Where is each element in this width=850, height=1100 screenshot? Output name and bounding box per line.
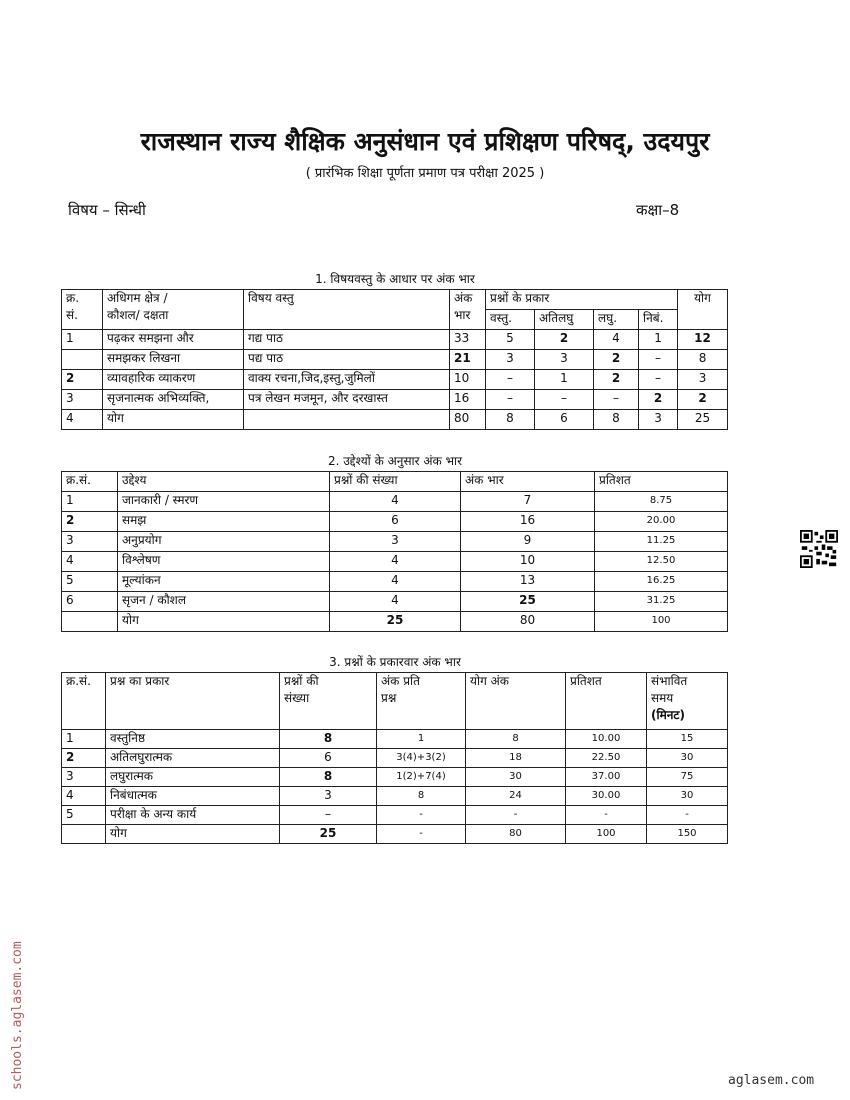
table-row xyxy=(62,730,728,749)
cell: 30 xyxy=(466,768,566,787)
table-row xyxy=(62,612,728,632)
cell: सृजनात्मक अभिव्यक्ति, xyxy=(103,390,244,410)
header-cell: अंक प्रति प्रश्न xyxy=(377,673,466,730)
cell: पद्य पाठ xyxy=(244,350,450,370)
header-cell: प्रतिशत xyxy=(595,472,728,492)
table-row xyxy=(62,806,728,825)
cell: 8 xyxy=(486,410,535,430)
cell: वस्तुनिष्ठ xyxy=(106,730,280,749)
cell xyxy=(62,825,106,844)
cell: 1 xyxy=(377,730,466,749)
cell: 11.25 xyxy=(595,532,728,552)
cell: 1 xyxy=(62,730,106,749)
cell: 8 xyxy=(466,730,566,749)
header-cell: लघु. xyxy=(594,310,639,330)
table-row xyxy=(62,350,728,370)
table1-caption: 1. विषयवस्तु के आधार पर अंक भार xyxy=(315,272,475,286)
table-row xyxy=(62,825,728,844)
table-row xyxy=(62,749,728,768)
marks-by-content-table xyxy=(61,289,728,430)
cell: 12.50 xyxy=(595,552,728,572)
cell: 8 xyxy=(678,350,728,370)
cell: 8 xyxy=(377,787,466,806)
cell: लघुरात्मक xyxy=(106,768,280,787)
cell: 4 xyxy=(594,330,639,350)
cell: पत्र लेखन मजमून, और दरखास्त xyxy=(244,390,450,410)
cell: 100 xyxy=(566,825,647,844)
table-row xyxy=(62,768,728,787)
cell: 1 xyxy=(62,330,103,350)
cell: 6 xyxy=(280,749,377,768)
cell: – xyxy=(486,390,535,410)
table-row xyxy=(62,492,728,512)
cell: 4 xyxy=(330,572,461,592)
cell: 21 xyxy=(450,350,486,370)
cell: जानकारी / स्मरण xyxy=(118,492,330,512)
header-cell: क्र. सं. xyxy=(62,290,103,330)
header-cell: निबं. xyxy=(639,310,678,330)
cell: अतिलघुरात्मक xyxy=(106,749,280,768)
cell: 8 xyxy=(280,730,377,749)
table-row xyxy=(62,512,728,532)
page-title: राजस्थान राज्य शैक्षिक अनुसंधान एवं प्रशिक्षण परिषद्, उदयपुर xyxy=(140,127,710,156)
table-row xyxy=(62,592,728,612)
cell: - xyxy=(377,806,466,825)
header-cell: अतिलघु xyxy=(535,310,594,330)
header-cell: अंक भार xyxy=(450,290,486,330)
cell: 5 xyxy=(62,806,106,825)
cell: 75 xyxy=(647,768,728,787)
header-cell: योग xyxy=(678,290,728,330)
cell: 25 xyxy=(461,592,595,612)
cell: 3 xyxy=(486,350,535,370)
cell: 3 xyxy=(62,768,106,787)
header-cell: विषय वस्तु xyxy=(244,290,450,330)
cell: समझकर लिखना xyxy=(103,350,244,370)
cell: 8 xyxy=(594,410,639,430)
table-row xyxy=(62,410,728,430)
cell: – xyxy=(280,806,377,825)
cell: 4 xyxy=(330,592,461,612)
cell: 4 xyxy=(62,410,103,430)
header-cell: क्र.सं. xyxy=(62,472,118,492)
cell: सृजन / कौशल xyxy=(118,592,330,612)
cell: 2 xyxy=(535,330,594,350)
header-cell: उद्देश्य xyxy=(118,472,330,492)
bottom-watermark: aglasem.com xyxy=(728,1073,815,1088)
cell: 3 xyxy=(280,787,377,806)
cell: - xyxy=(566,806,647,825)
cell: 150 xyxy=(647,825,728,844)
cell: समझ xyxy=(118,512,330,532)
table-header-row xyxy=(62,472,728,492)
cell: 3 xyxy=(678,370,728,390)
table2-caption: 2. उद्देश्यों के अनुसार अंक भार xyxy=(327,454,463,468)
cell: योग xyxy=(106,825,280,844)
cell: 25 xyxy=(330,612,461,632)
cell: 5 xyxy=(486,330,535,350)
cell: – xyxy=(486,370,535,390)
cell: वाक्य रचना,जिद,इस्तु,जुमिलों xyxy=(244,370,450,390)
header-cell: संभावित समय (मिनट) xyxy=(647,673,728,730)
cell: योग xyxy=(103,410,244,430)
cell: अनुप्रयोग xyxy=(118,532,330,552)
cell: 2 xyxy=(639,390,678,410)
cell: 3 xyxy=(330,532,461,552)
cell: 80 xyxy=(466,825,566,844)
cell: 8.75 xyxy=(595,492,728,512)
cell: 7 xyxy=(461,492,595,512)
cell: 16 xyxy=(461,512,595,532)
cell: 3 xyxy=(62,532,118,552)
cell: 10 xyxy=(450,370,486,390)
cell: मूल्यांकन xyxy=(118,572,330,592)
header-cell: अंक भार xyxy=(461,472,595,492)
table3-caption: 3. प्रश्नों के प्रकारवार अंक भार xyxy=(329,655,461,669)
cell: 4 xyxy=(330,492,461,512)
table-row xyxy=(62,532,728,552)
cell: 3 xyxy=(62,390,103,410)
marks-by-question-type-table xyxy=(61,672,728,844)
cell: 2 xyxy=(594,370,639,390)
cell: 13 xyxy=(461,572,595,592)
cell: 30.00 xyxy=(566,787,647,806)
cell: 12 xyxy=(678,330,728,350)
cell: – xyxy=(535,390,594,410)
cell: 3(4)+3(2) xyxy=(377,749,466,768)
cell: 24 xyxy=(466,787,566,806)
cell: 3 xyxy=(639,410,678,430)
table-row xyxy=(62,390,728,410)
table-header-row xyxy=(62,290,728,310)
cell: 16.25 xyxy=(595,572,728,592)
cell: 6 xyxy=(62,592,118,612)
cell xyxy=(62,350,103,370)
cell: 80 xyxy=(450,410,486,430)
table-row xyxy=(62,330,728,350)
cell: 1 xyxy=(62,492,118,512)
cell: गद्य पाठ xyxy=(244,330,450,350)
cell: 22.50 xyxy=(566,749,647,768)
cell: 6 xyxy=(535,410,594,430)
cell: 1 xyxy=(535,370,594,390)
header-cell: प्रश्न का प्रकार xyxy=(106,673,280,730)
header-cell: प्रश्नों की संख्या xyxy=(280,673,377,730)
page-subtitle: ( प्रारंभिक शिक्षा पूर्णता प्रमाण पत्र परीक्षा 2025 ) xyxy=(305,166,545,181)
cell: – xyxy=(639,350,678,370)
subject-label: विषय – सिन्धी xyxy=(68,201,146,219)
table-row xyxy=(62,572,728,592)
cell: 30 xyxy=(647,749,728,768)
header-cell: प्रश्नों के प्रकार xyxy=(486,290,678,310)
header-cell: प्रतिशत xyxy=(566,673,647,730)
table-row xyxy=(62,370,728,390)
cell: 16 xyxy=(450,390,486,410)
cell: 2 xyxy=(594,350,639,370)
cell: 2 xyxy=(678,390,728,410)
header-cell: योग अंक xyxy=(466,673,566,730)
cell: 1(2)+7(4) xyxy=(377,768,466,787)
cell: 2 xyxy=(62,749,106,768)
cell: 20.00 xyxy=(595,512,728,532)
cell: 31.25 xyxy=(595,592,728,612)
side-watermark: schools.aglasem.com xyxy=(10,941,25,1090)
cell: 10 xyxy=(461,552,595,572)
cell: – xyxy=(594,390,639,410)
cell: 100 xyxy=(595,612,728,632)
table-row xyxy=(62,552,728,572)
cell: 18 xyxy=(466,749,566,768)
cell: 15 xyxy=(647,730,728,749)
cell: 4 xyxy=(330,552,461,572)
marks-by-objective-table xyxy=(61,471,728,632)
cell: 80 xyxy=(461,612,595,632)
header-cell: अधिगम क्षेत्र / कौशल/ दक्षता xyxy=(103,290,244,330)
header-cell: प्रश्नों की संख्या xyxy=(330,472,461,492)
table-header-row xyxy=(62,673,728,730)
header-cell: वस्तु. xyxy=(486,310,535,330)
cell: 4 xyxy=(62,552,118,572)
cell: - xyxy=(466,806,566,825)
cell: 25 xyxy=(280,825,377,844)
cell: 9 xyxy=(461,532,595,552)
cell: 3 xyxy=(535,350,594,370)
class-label: कक्षा–8 xyxy=(636,201,680,219)
cell: 30 xyxy=(647,787,728,806)
cell: 1 xyxy=(639,330,678,350)
cell: निबंधात्मक xyxy=(106,787,280,806)
header-cell: क्र.सं. xyxy=(62,673,106,730)
cell: 25 xyxy=(678,410,728,430)
cell: 6 xyxy=(330,512,461,532)
cell: पढ़कर समझना और xyxy=(103,330,244,350)
cell: 4 xyxy=(62,787,106,806)
cell: 37.00 xyxy=(566,768,647,787)
cell: – xyxy=(639,370,678,390)
cell: योग xyxy=(118,612,330,632)
qr-code-icon xyxy=(800,530,838,568)
cell: विश्लेषण xyxy=(118,552,330,572)
cell xyxy=(244,410,450,430)
cell: 2 xyxy=(62,370,103,390)
cell: - xyxy=(377,825,466,844)
cell: 8 xyxy=(280,768,377,787)
cell: 2 xyxy=(62,512,118,532)
cell: परीक्षा के अन्य कार्य xyxy=(106,806,280,825)
cell: व्यावहारिक व्याकरण xyxy=(103,370,244,390)
cell: - xyxy=(647,806,728,825)
cell xyxy=(62,612,118,632)
cell: 33 xyxy=(450,330,486,350)
cell: 5 xyxy=(62,572,118,592)
table-row xyxy=(62,787,728,806)
cell: 10.00 xyxy=(566,730,647,749)
